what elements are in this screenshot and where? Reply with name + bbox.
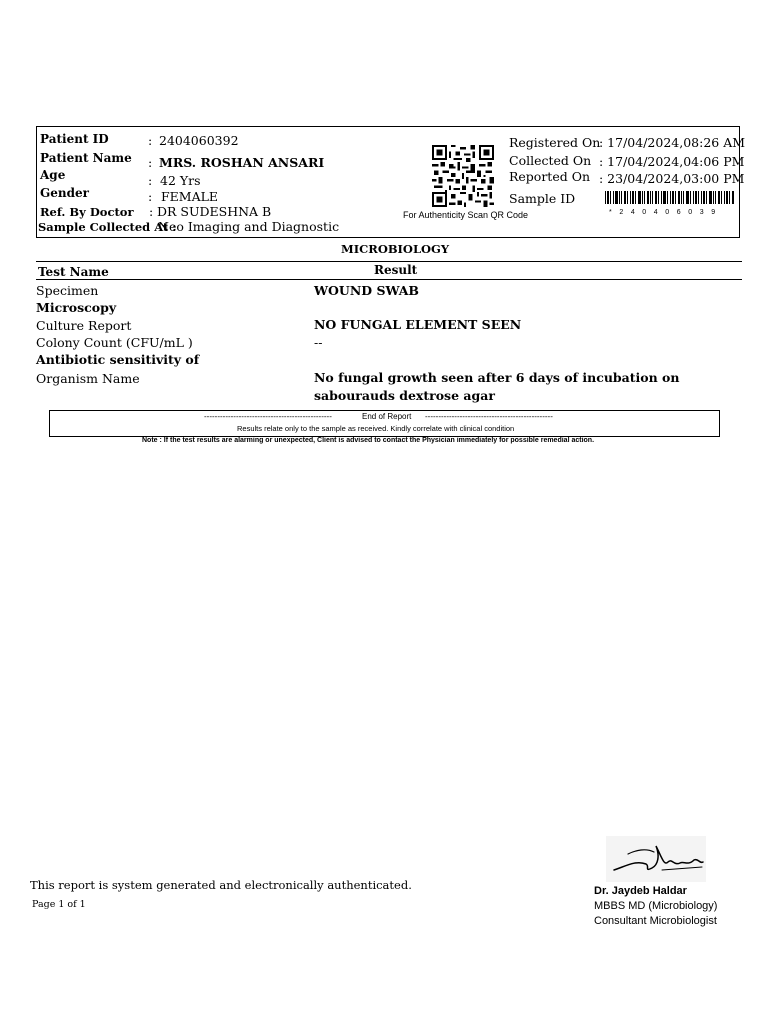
gender-label: Gender	[40, 186, 89, 200]
patient-name-value: MRS. ROSHAN ANSARI	[159, 155, 325, 170]
patient-name-label: Patient Name	[40, 151, 132, 165]
age-label: Age	[40, 168, 66, 182]
end-of-report-title: End of Report	[362, 412, 412, 421]
patient-name-separator: :	[148, 155, 153, 170]
collected-at-value: Neo Imaging and Diagnostic	[158, 219, 340, 234]
organism-label: Organism Name	[36, 371, 140, 386]
collected-at-label: Sample Collected At :	[38, 220, 177, 234]
signatory-designation: Consultant Microbiologist	[594, 915, 717, 927]
sample-id-label: Sample ID	[509, 191, 576, 206]
colony-count-value: --	[314, 335, 323, 350]
barcode-text: *240406039	[609, 209, 723, 216]
patient-id-value: 2404060392	[159, 133, 239, 148]
registered-value: : 17/04/2024,08:26 AM	[599, 135, 746, 150]
signatory-name: Dr. Jaydeb Haldar	[594, 885, 687, 897]
ref-doctor-label: Ref. By Doctor	[40, 205, 134, 219]
column-result: Result	[374, 263, 418, 277]
microscopy-heading: Microscopy	[36, 300, 117, 315]
culture-value: NO FUNGAL ELEMENT SEEN	[314, 317, 522, 332]
note-text: Note : If the test results are alarming or unexpected, Client is advised to contact the Physician immediately for possible remedial action.	[142, 437, 595, 444]
specimen-label: Specimen	[36, 283, 99, 298]
antibiotic-heading: Antibiotic sensitivity of	[36, 352, 200, 367]
qr-caption: For Authenticity Scan QR Code	[403, 210, 529, 220]
reported-value: : 23/04/2024,03:00 PM	[599, 171, 745, 186]
column-test-name: Test Name	[38, 265, 109, 279]
department-title: MICROBIOLOGY	[341, 242, 450, 256]
collected-label: Collected On	[509, 153, 592, 168]
signatory-qualification: MBBS MD (Microbiology)	[594, 900, 718, 912]
age-value: 42 Yrs	[160, 173, 201, 188]
gender-value: FEMALE	[161, 189, 219, 204]
patient-id-separator: :	[148, 133, 153, 148]
specimen-value: WOUND SWAB	[314, 283, 419, 298]
qr-code-icon	[428, 145, 498, 207]
end-of-report-dashes-left: ------------------------------------------------	[204, 412, 332, 421]
collected-value: : 17/04/2024,04:06 PM	[599, 154, 745, 169]
divider-line	[36, 279, 742, 280]
ref-doctor-value: DR SUDESHNA B	[157, 204, 272, 219]
ref-doctor-separator: :	[149, 204, 154, 219]
registered-label: Registered On	[509, 135, 601, 150]
divider-line	[36, 261, 742, 262]
system-generated-text: This report is system generated and electronically authenticated.	[30, 878, 412, 892]
gender-separator: :	[148, 189, 153, 204]
reported-label: Reported On	[509, 169, 591, 184]
end-of-report-dashes-right: ------------------------------------------------	[425, 412, 553, 421]
patient-id-label: Patient ID	[40, 132, 109, 146]
sample-barcode-icon	[605, 191, 735, 211]
end-of-report-subtitle: Results relate only to the sample as received. Kindly correlate with clinical condition	[237, 424, 515, 433]
culture-label: Culture Report	[36, 318, 132, 333]
age-separator: :	[148, 173, 153, 188]
page-number: Page 1 of 1	[32, 899, 86, 910]
colony-count-label: Colony Count (CFU/mL )	[36, 335, 193, 350]
signature-icon	[606, 836, 706, 882]
organism-value-line2: sabourauds dextrose agar	[314, 388, 495, 403]
organism-value-line1: No fungal growth seen after 6 days of incubation on	[314, 370, 680, 385]
